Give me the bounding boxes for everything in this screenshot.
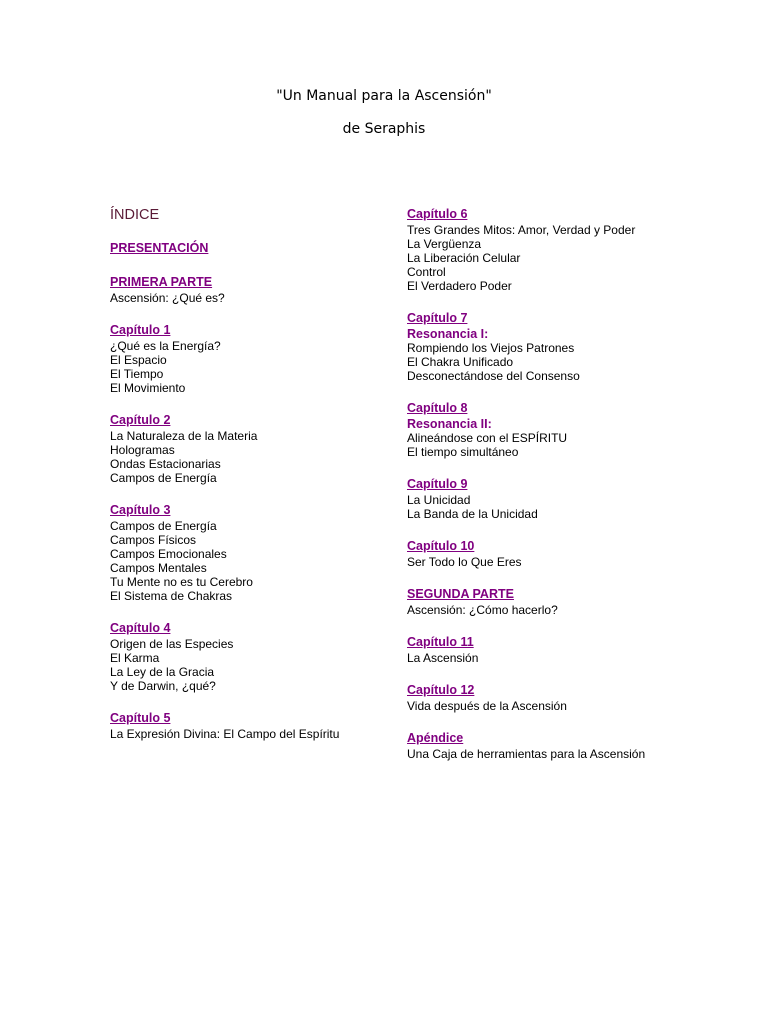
toc-entry: ¿Qué es la Energía? [110, 339, 221, 353]
toc-entry: Rompiendo los Viejos Patrones [407, 341, 575, 355]
document-author: de Seraphis [342, 121, 426, 137]
index-right-column [407, 205, 647, 777]
toc-entry: El Tiempo [110, 367, 164, 381]
toc-section-capitulo-12 [407, 681, 647, 713]
toc-link-capitulo-12[interactable]: Capítulo 12 [407, 683, 475, 697]
toc-entry: Ascensión: ¿Cómo hacerlo? [407, 603, 558, 617]
toc-section-apendice [407, 729, 647, 761]
toc-entry: El Espacio [110, 353, 167, 367]
toc-entry: Ascensión: ¿Qué es? [110, 291, 225, 305]
toc-section-capitulo-8 [407, 399, 647, 459]
toc-entry: La Ascensión [407, 651, 479, 665]
toc-section-capitulo-1 [110, 321, 380, 395]
toc-entry: Campos Físicos [110, 533, 197, 547]
toc-link-capitulo-10[interactable]: Capítulo 10 [407, 539, 475, 553]
document-title: "Un Manual para la Ascensión" [276, 88, 492, 104]
toc-entry: Campos de Energía [110, 471, 217, 485]
toc-section-capitulo-5 [110, 709, 380, 741]
index-left-column [110, 205, 380, 757]
toc-link-primera-parte[interactable]: PRIMERA PARTE [110, 275, 213, 289]
toc-entry: Tu Mente no es tu Cerebro [110, 575, 253, 589]
toc-entry: Ser Todo lo Que Eres [407, 555, 522, 569]
toc-entry: El Chakra Unificado [407, 355, 514, 369]
toc-section-capitulo-11 [407, 633, 647, 665]
toc-entry: Ondas Estacionarias [110, 457, 221, 471]
toc-entry: El Sistema de Chakras [110, 589, 233, 603]
toc-entry: Vida después de la Ascensión [407, 699, 567, 713]
toc-link-capitulo-1[interactable]: Capítulo 1 [110, 323, 171, 337]
toc-entry: El Movimiento [110, 381, 186, 395]
toc-entry: La Vergüenza [407, 237, 482, 251]
toc-link-capitulo-9[interactable]: Capítulo 9 [407, 477, 468, 491]
toc-subheading: Resonancia I: [407, 327, 489, 341]
toc-link-capitulo-8[interactable]: Capítulo 8 [407, 401, 468, 415]
toc-section-presentacion [110, 239, 380, 257]
toc-entry: Una Caja de herramientas para la Ascensión [407, 747, 646, 761]
right-section-list [407, 205, 647, 761]
toc-entry: Alineándose con el ESPÍRITU [407, 431, 568, 445]
toc-entry: Campos Mentales [110, 561, 207, 575]
toc-link-capitulo-7[interactable]: Capítulo 7 [407, 311, 468, 325]
toc-link-capitulo-3[interactable]: Capítulo 3 [110, 503, 171, 517]
toc-entry: Tres Grandes Mitos: Amor, Verdad y Poder [407, 223, 636, 237]
toc-section-capitulo-3 [110, 501, 380, 603]
toc-entry: La Naturaleza de la Materia [110, 429, 258, 443]
toc-entry: El Karma [110, 651, 160, 665]
toc-section-capitulo-6 [407, 205, 647, 293]
toc-entry: El tiempo simultáneo [407, 445, 519, 459]
toc-entry: La Liberación Celular [407, 251, 521, 265]
toc-entry: El Verdadero Poder [407, 279, 512, 293]
toc-entry: Hologramas [110, 443, 175, 457]
toc-section-capitulo-4 [110, 619, 380, 693]
toc-entry: Campos Emocionales [110, 547, 227, 561]
toc-link-capitulo-4[interactable]: Capítulo 4 [110, 621, 171, 635]
left-section-list [110, 239, 380, 741]
toc-link-segunda-parte[interactable]: SEGUNDA PARTE [407, 587, 514, 601]
index-heading: ÍNDICE [110, 207, 160, 223]
toc-entry: La Banda de la Unicidad [407, 507, 538, 521]
toc-link-presentacion[interactable]: PRESENTACIÓN [110, 241, 209, 255]
toc-section-capitulo-2 [110, 411, 380, 485]
toc-entry: La Expresión Divina: El Campo del Espíritu [110, 727, 340, 741]
toc-section-capitulo-9 [407, 475, 647, 521]
toc-link-capitulo-6[interactable]: Capítulo 6 [407, 207, 468, 221]
toc-entry: Control [407, 265, 446, 279]
toc-link-capitulo-2[interactable]: Capítulo 2 [110, 413, 171, 427]
toc-entry: Campos de Energía [110, 519, 217, 533]
toc-section-capitulo-10 [407, 537, 647, 569]
toc-entry: La Unicidad [407, 493, 471, 507]
toc-link-apendice[interactable]: Apéndice [407, 731, 464, 745]
toc-entry: Desconectándose del Consenso [407, 369, 580, 383]
toc-section-primera-parte [110, 273, 380, 305]
toc-section-segunda-parte [407, 585, 647, 617]
toc-subheading: Resonancia II: [407, 417, 492, 431]
toc-entry: La Ley de la Gracia [110, 665, 215, 679]
toc-link-capitulo-11[interactable]: Capítulo 11 [407, 635, 474, 649]
toc-entry: Y de Darwin, ¿qué? [110, 679, 216, 693]
toc-entry: Origen de las Especies [110, 637, 234, 651]
toc-section-capitulo-7 [407, 309, 647, 383]
toc-link-capitulo-5[interactable]: Capítulo 5 [110, 711, 171, 725]
